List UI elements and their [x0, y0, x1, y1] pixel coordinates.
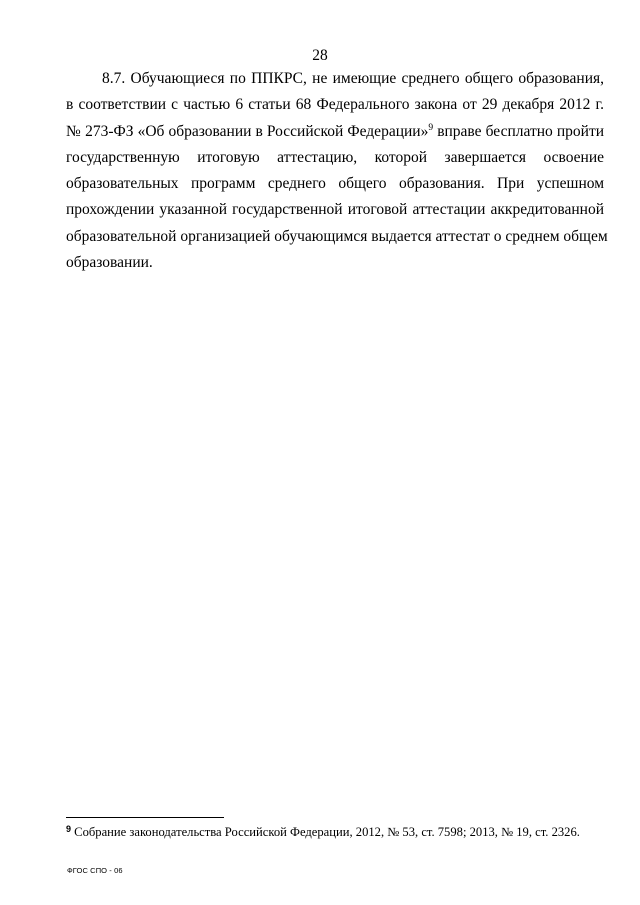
- paragraph-line: образовательных программ среднего общего образования. При успешном: [66, 175, 604, 193]
- paragraph-line: образовании.: [66, 254, 153, 272]
- footnote-separator: [66, 817, 224, 818]
- body-paragraph: [66, 66, 608, 276]
- document-code: ФГОС СПО - 06: [67, 866, 123, 875]
- footnote: [66, 825, 626, 840]
- paragraph-line: 8.7. Обучающиеся по ППКРС, не имеющие среднего общего образования,: [102, 70, 604, 87]
- paragraph-line: в соответствии с частью 6 статьи 68 Федерального закона от 29 декабря 2012 г.: [66, 96, 604, 114]
- paragraph-line: прохождении указанной государственной итоговой аттестации аккредитованной: [66, 201, 604, 219]
- paragraph-line-with-footnote: [66, 119, 604, 145]
- paragraph-line-part: № 273-ФЗ «Об образовании в Российской Федерации»: [66, 122, 429, 140]
- footnote-text: Собрание законодательства Российской Федерации, 2012, № 53, ст. 7598; 2013, № 19, ст. 2326.: [74, 825, 580, 839]
- footnote-reference[interactable]: 9: [428, 122, 434, 133]
- paragraph-line-part: вправе бесплатно пройти: [437, 122, 605, 140]
- paragraph-line: государственную итоговую аттестацию, которой завершается освоение: [66, 148, 604, 166]
- paragraph-line: образовательной организацией обучающимся выдается аттестат о среднем общем: [66, 227, 608, 245]
- footnote-marker: 9: [66, 824, 72, 834]
- page-number: 28: [312, 47, 328, 64]
